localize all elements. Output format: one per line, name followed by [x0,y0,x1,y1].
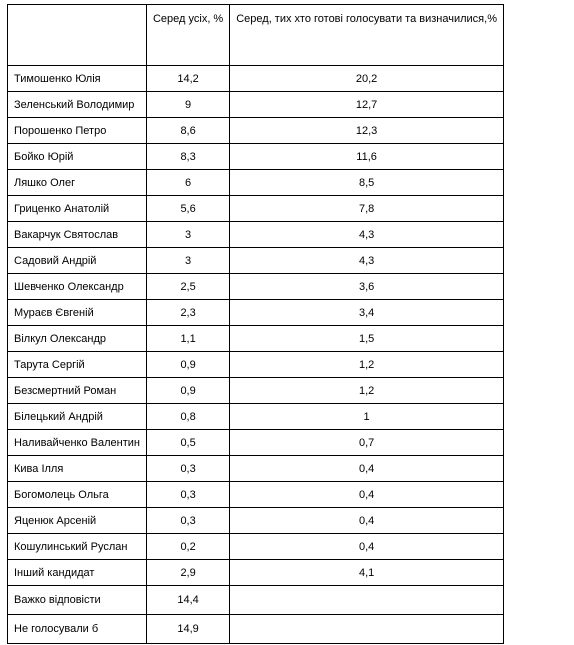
among-all-cell: 8,3 [146,144,229,170]
table-body [8,66,504,644]
among-decided-cell: 3,6 [230,274,504,300]
among-all-cell: 0,9 [146,352,229,378]
among-decided-cell: 0,4 [230,534,504,560]
among-decided-cell: 1,5 [230,326,504,352]
header-among-decided: Серед, тих хто готові голосувати та визначилися,% [230,5,504,66]
among-decided-cell: 4,3 [230,222,504,248]
among-all-cell: 2,9 [146,560,229,586]
candidate-name-cell: Кошулинський Руслан [8,534,147,560]
among-all-cell: 0,3 [146,456,229,482]
among-decided-cell: 4,3 [230,248,504,274]
among-decided-cell: 0,4 [230,482,504,508]
among-decided-cell [230,586,504,615]
table-row [8,92,504,118]
table-row [8,66,504,92]
among-decided-cell: 1,2 [230,352,504,378]
among-decided-cell: 3,4 [230,300,504,326]
poll-results-table [7,4,504,644]
candidate-name-cell: Не голосували б [8,615,147,644]
candidate-name-cell: Порошенко Петро [8,118,147,144]
candidate-name-cell: Вакарчук Святослав [8,222,147,248]
candidate-name-cell: Богомолець Ольга [8,482,147,508]
among-all-cell: 14,2 [146,66,229,92]
among-all-cell: 9 [146,92,229,118]
table-row [8,274,504,300]
among-all-cell: 14,4 [146,586,229,615]
candidate-name-cell: Бойко Юрій [8,144,147,170]
table-row [8,222,504,248]
among-all-cell: 0,8 [146,404,229,430]
among-all-cell: 2,5 [146,274,229,300]
among-all-cell: 0,3 [146,508,229,534]
table-row [8,248,504,274]
candidate-name-cell: Шевченко Олександр [8,274,147,300]
candidate-name-cell: Наливайченко Валентин [8,430,147,456]
candidate-name-cell: Кива Ілля [8,456,147,482]
candidate-name-cell: Ляшко Олег [8,170,147,196]
table-row [8,144,504,170]
candidate-name-cell: Інший кандидат [8,560,147,586]
table-row [8,560,504,586]
among-all-cell: 5,6 [146,196,229,222]
table-row [8,378,504,404]
header-candidate [8,5,147,66]
table-row [8,430,504,456]
table-header-row [8,5,504,66]
table-row [8,196,504,222]
candidate-name-cell: Зеленський Володимир [8,92,147,118]
among-decided-cell: 20,2 [230,66,504,92]
table-row [8,508,504,534]
among-decided-cell: 1 [230,404,504,430]
table-row [8,534,504,560]
among-all-cell: 1,1 [146,326,229,352]
table-row [8,170,504,196]
among-all-cell: 0,2 [146,534,229,560]
table-row [8,482,504,508]
among-decided-cell: 11,6 [230,144,504,170]
among-all-cell: 6 [146,170,229,196]
among-all-cell: 14,9 [146,615,229,644]
among-all-cell: 3 [146,222,229,248]
among-all-cell: 0,9 [146,378,229,404]
table-row [8,326,504,352]
table-row [8,118,504,144]
candidate-name-cell: Білецький Андрій [8,404,147,430]
candidate-name-cell: Тарута Сергій [8,352,147,378]
table-row [8,456,504,482]
candidate-name-cell: Вілкул Олександр [8,326,147,352]
among-decided-cell: 0,4 [230,508,504,534]
candidate-name-cell: Мураєв Євгеній [8,300,147,326]
candidate-name-cell: Тимошенко Юлія [8,66,147,92]
among-decided-cell: 1,2 [230,378,504,404]
among-decided-cell: 12,3 [230,118,504,144]
candidate-name-cell: Яценюк Арсеній [8,508,147,534]
candidate-name-cell: Важко відповісти [8,586,147,615]
among-decided-cell: 0,4 [230,456,504,482]
candidate-name-cell: Безсмертний Роман [8,378,147,404]
among-decided-cell: 0,7 [230,430,504,456]
among-decided-cell [230,615,504,644]
among-decided-cell: 12,7 [230,92,504,118]
table-row [8,404,504,430]
table-row [8,586,504,615]
table-row [8,615,504,644]
among-decided-cell: 7,8 [230,196,504,222]
among-all-cell: 2,3 [146,300,229,326]
among-decided-cell: 8,5 [230,170,504,196]
among-all-cell: 3 [146,248,229,274]
among-all-cell: 0,5 [146,430,229,456]
table-row [8,352,504,378]
among-all-cell: 8,6 [146,118,229,144]
header-among-all: Серед усіх, % [146,5,229,66]
among-decided-cell: 4,1 [230,560,504,586]
table-row [8,300,504,326]
candidate-name-cell: Гриценко Анатолій [8,196,147,222]
candidate-name-cell: Садовий Андрій [8,248,147,274]
among-all-cell: 0,3 [146,482,229,508]
